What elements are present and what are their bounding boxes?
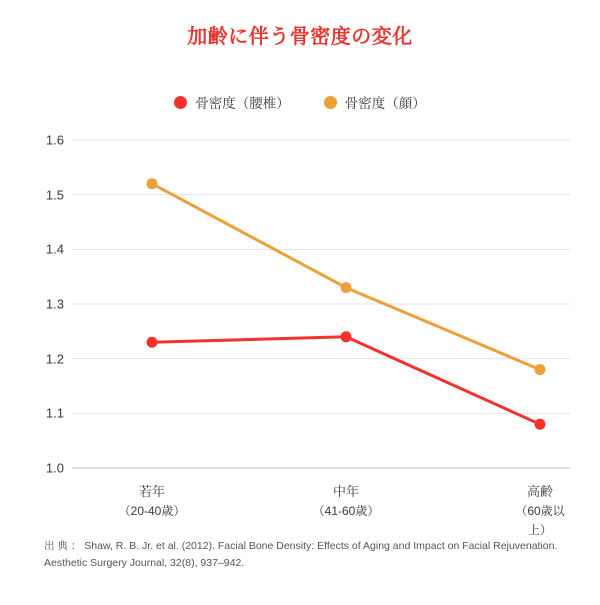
y-axis-tick-label: 1.3 [45, 296, 64, 312]
page-title: 加齢に伴う骨密度の変化 [187, 26, 413, 48]
y-axis-tick-label: 1.0 [45, 460, 64, 476]
x-axis-tick-label [510, 482, 570, 539]
x-axis-tick-label [119, 482, 186, 521]
y-axis-tick-label: 1.5 [45, 187, 64, 203]
y-axis-tick-label: 1.6 [45, 132, 64, 148]
source-note: 出 典 ： Shaw, R. B. Jr. et al. (2012). Facial Bone Density: Effects of Aging and Impact on Facial Rejuvenation. Aesthetic Surgery Journal, 32(8), 937–942. [44, 540, 558, 569]
data-point-marker[interactable] [147, 337, 158, 348]
x-axis-tick-main: 高齢 [526, 484, 553, 499]
data-point-marker[interactable] [147, 178, 158, 189]
series-line-0 [152, 337, 540, 424]
x-axis-tick-label [313, 482, 380, 521]
x-axis-tick-sub: （60歳以上） [515, 504, 565, 537]
legend-label: 骨密度（顔） [344, 96, 426, 111]
data-point-marker[interactable] [535, 364, 546, 375]
legend-label: 骨密度（腰椎） [195, 96, 290, 111]
y-axis-tick-label: 1.4 [45, 241, 64, 257]
y-axis-tick-label: 1.1 [45, 405, 64, 421]
data-point-marker[interactable] [341, 331, 352, 342]
y-axis-tick-label: 1.2 [45, 351, 64, 367]
data-point-marker[interactable] [341, 282, 352, 293]
data-point-marker[interactable] [535, 419, 546, 430]
x-axis-tick-sub: （41-60歳） [312, 504, 380, 519]
x-axis-tick-main: 若年 [138, 484, 166, 499]
x-axis-tick-main: 中年 [332, 484, 360, 499]
x-axis-tick-sub: （20-40歳） [118, 504, 186, 519]
